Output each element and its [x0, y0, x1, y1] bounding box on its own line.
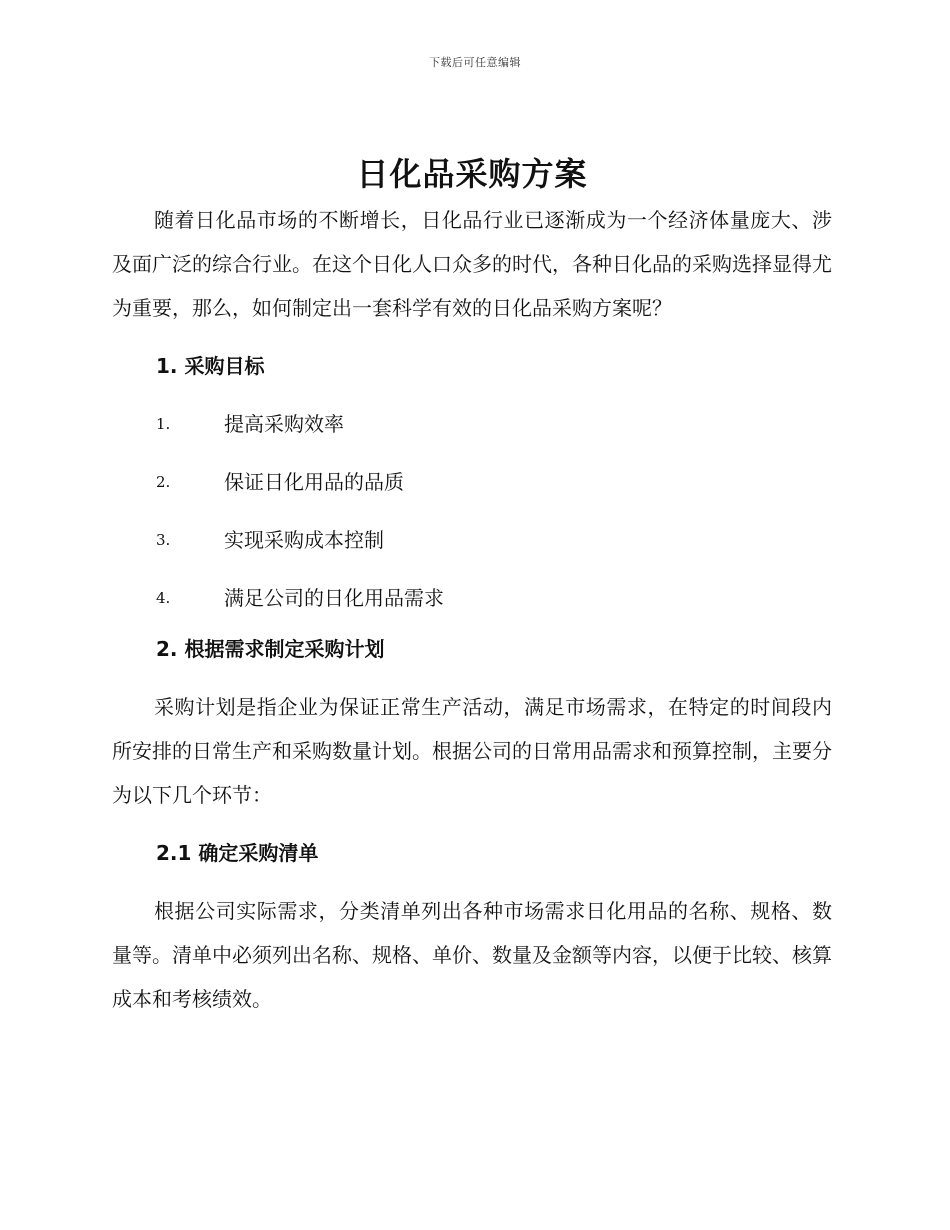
list-item-number: 4.: [156, 589, 171, 607]
section-2-1-paragraph: 根据公司实际需求，分类清单列出各种市场需求日化用品的名称、规格、数量等。清单中必须列出名称、规格、单价、数量及金额等内容，以便于比较、核算成本和考核绩效。: [112, 899, 832, 1011]
section-2-1-heading: 2.1 确定采购清单: [156, 841, 319, 865]
list-item: [112, 453, 832, 511]
list-item-text: 满足公司的日化用品需求: [224, 586, 444, 610]
list-item-number: 1.: [156, 415, 171, 433]
list-item-text: 提高采购效率: [224, 412, 344, 436]
section-2-paragraph: 采购计划是指企业为保证正常生产活动，满足市场需求，在特定的时间段内所安排的日常生产和采购数量计划。根据公司的日常用品需求和预算控制，主要分为以下几个环节：: [112, 695, 832, 807]
list-item-text: 实现采购成本控制: [224, 528, 384, 552]
section-2-heading: 2. 根据需求制定采购计划: [156, 637, 385, 661]
list-item-number: 3.: [156, 531, 171, 549]
intro-paragraph: 随着日化品市场的不断增长，日化品行业已逐渐成为一个经济体量庞大、涉及面广泛的综合行业。在这个日化人口众多的时代，各种日化品的采购选择显得尤为重要，那么，如何制定出一套科学有效的日化品采购方案呢？: [112, 208, 832, 320]
document-title: 日化品采购方案: [356, 155, 588, 193]
list-item-text: 保证日化用品的品质: [224, 470, 404, 494]
section-1-heading: 1. 采购目标: [156, 354, 265, 378]
goals-list: [112, 395, 832, 627]
header-note: 下载后可任意编辑: [429, 56, 521, 69]
list-item-number: 2.: [156, 473, 171, 491]
list-item: [112, 511, 832, 569]
document-body: [112, 150, 832, 1021]
list-item: [112, 395, 832, 453]
list-item: [112, 569, 832, 627]
